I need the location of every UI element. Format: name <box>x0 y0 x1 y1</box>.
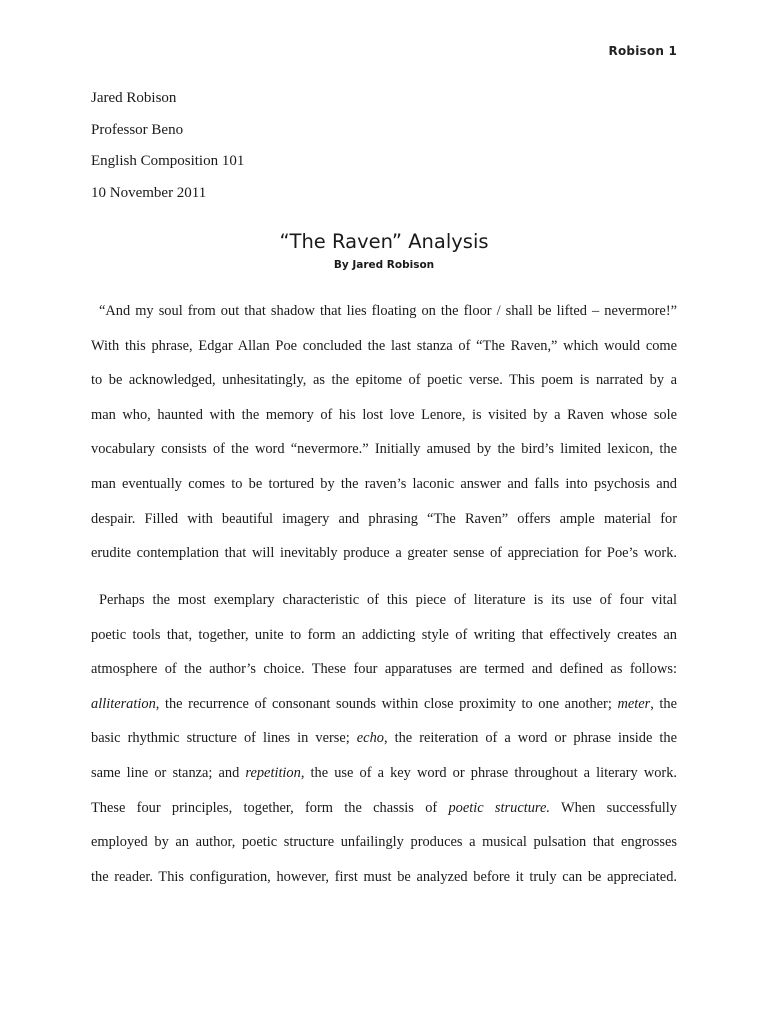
paragraph-line <box>91 687 677 722</box>
term-meter: meter <box>617 695 651 712</box>
essay-title: “The Raven” Analysis <box>279 230 489 253</box>
paragraph-line <box>91 756 677 791</box>
byline: By Jared Robison <box>333 259 435 271</box>
line-text: , the reiteration of a word or phrase inside the <box>383 730 677 747</box>
line-text: , the use of a key word or phrase throughout a literary work. <box>300 764 677 781</box>
line-text: basic rhythmic structure of lines in verse; <box>91 730 357 747</box>
paragraph-line: poetic tools that, together, unite to form an addicting style of writing that effectively creates an <box>91 626 677 643</box>
term-repetition: repetition <box>245 764 301 781</box>
paragraph-line: erudite contemplation that will inevitably produce a greater sense of appreciation for Poe’s work. <box>91 545 677 562</box>
term-poetic-structure: poetic structure. <box>448 799 550 816</box>
paragraph-line <box>91 791 677 826</box>
paragraph-line: the reader. This configuration, however, first must be analyzed before it truly can be appreciated. <box>91 868 677 885</box>
term-alliteration: alliteration <box>91 695 156 712</box>
author-name: Jared Robison <box>91 90 177 106</box>
paragraph-1 <box>91 294 677 571</box>
line-text: When successfully <box>549 799 677 816</box>
paragraph-line: “And my soul from out that shadow that lies floating on the floor / shall be lifted – nevermore!” <box>99 303 677 319</box>
paragraph-line: man who, haunted with the memory of his lost love Lenore, is visited by a Raven whose sole <box>91 406 677 423</box>
paragraph-line: Perhaps the most exemplary characteristic of this piece of literature is its use of four vital <box>99 592 677 608</box>
line-text: , the <box>650 695 677 712</box>
paragraph-2 <box>91 583 677 894</box>
date: 10 November 2011 <box>91 184 207 201</box>
paragraph-line: employed by an author, poetic structure unfailingly produces a musical pulsation that engrosses <box>91 834 677 851</box>
term-echo: echo <box>356 730 384 747</box>
mla-heading-block <box>91 88 244 214</box>
paragraph-line: vocabulary consists of the word “nevermore.” Initially amused by the bird’s limited lexicon, the <box>91 441 677 458</box>
paragraph-line: man eventually comes to be tortured by the raven’s laconic answer and falls into psychosis and <box>91 475 677 492</box>
course-name: English Composition 101 <box>91 153 245 169</box>
paragraph-line: to be acknowledged, unhesitatingly, as the epitome of poetic verse. This poem is narrated by a <box>91 372 677 389</box>
paragraph-line <box>91 721 677 756</box>
paragraph-line: With this phrase, Edgar Allan Poe concluded the last stanza of “The Raven,” which would come <box>91 337 677 354</box>
line-text: , the recurrence of consonant sounds within close proximity to one another; <box>155 695 618 712</box>
running-head: Robison 1 <box>608 44 677 58</box>
paragraph-line: atmosphere of the author’s choice. These four apparatuses are termed and defined as follows: <box>91 661 677 678</box>
professor-name: Professor Beno <box>91 121 184 138</box>
line-text: same line or stanza; and <box>91 764 246 781</box>
paragraph-line: despair. Filled with beautiful imagery and phrasing “The Raven” offers ample material for <box>91 510 677 527</box>
line-text: These four principles, together, form the chassis of <box>91 799 449 816</box>
